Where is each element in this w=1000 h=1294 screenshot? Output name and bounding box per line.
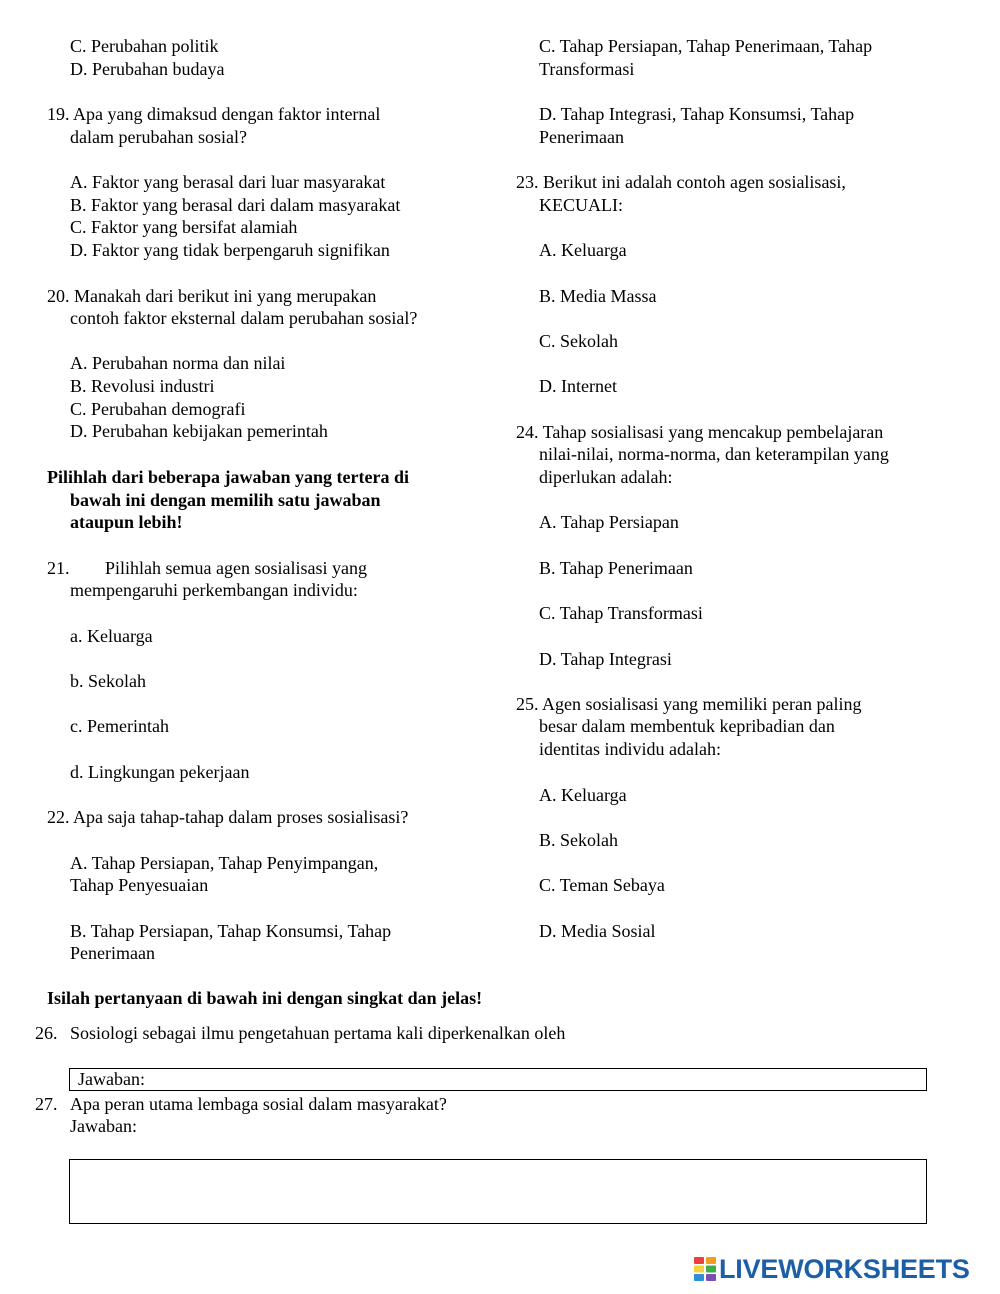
q19-option-b: B. Faktor yang berasal dari dalam masyarakat (70, 195, 401, 215)
q26-question: Sosiologi sebagai ilmu pengetahuan pertama kali diperkenalkan oleh (70, 1023, 566, 1043)
q22-option-c-cont[interactable]: Transformasi (539, 59, 635, 79)
q27-answer-input[interactable] (76, 1164, 922, 1222)
q20-question-cont: contoh faktor eksternal dalam perubahan sosial? (70, 308, 418, 328)
q24-option-b: B. Tahap Penerimaan (539, 558, 693, 578)
q19-option-c: C. Faktor yang bersifat alamiah (70, 217, 298, 237)
q18-option-d: D. Perubahan budaya (70, 59, 225, 79)
q24-option-a: A. Tahap Persiapan (539, 512, 679, 532)
q23-option-c: C. Sekolah (539, 331, 618, 351)
q22-option-b[interactable]: B. Tahap Persiapan, Tahap Konsumsi, Tahap (70, 921, 392, 941)
section-essay-heading: Isilah pertanyaan di bawah ini dengan singkat dan jelas! (47, 988, 483, 1008)
q26-answer-input[interactable] (160, 1069, 924, 1091)
q22-question: 22. Apa saja tahap-tahap dalam proses sosialisasi? (47, 807, 409, 827)
q21-option-a[interactable]: a. Keluarga (70, 626, 153, 646)
q20-option-d: D. Perubahan kebijakan pemerintah (70, 421, 328, 441)
q23-option-d: D. Internet (539, 376, 617, 396)
q22-option-d[interactable]: D. Tahap Integrasi, Tahap Konsumsi, Tahap (539, 104, 855, 124)
section-multi-instruction-end: ataupun lebih! (70, 512, 183, 532)
q25-option-a: A. Keluarga (539, 785, 627, 805)
q24-option-d: D. Tahap Integrasi (539, 649, 672, 669)
section-multi-instruction: Pilihlah dari beberapa jawaban yang tertera di (47, 467, 410, 487)
q20-option-a: A. Perubahan norma dan nilai (70, 353, 286, 373)
q23-question-cont: KECUALI: (539, 195, 623, 215)
q27-number: 27. (35, 1094, 58, 1114)
q20-option-b: B. Revolusi industri (70, 376, 215, 396)
q22-option-d-cont[interactable]: Penerimaan (539, 127, 624, 147)
q22-option-a-cont[interactable]: Tahap Penyesuaian (70, 875, 209, 895)
q21-option-d[interactable]: d. Lingkungan pekerjaan (70, 762, 250, 782)
q24-option-c: C. Tahap Transformasi (539, 603, 703, 623)
section-multi-instruction-cont: bawah ini dengan memilih satu jawaban (70, 490, 381, 510)
q20-question: 20. Manakah dari berikut ini yang merupakan (47, 286, 377, 306)
liveworksheets-logo (694, 1254, 970, 1284)
q21-question: Pilihlah semua agen sosialisasi yang (105, 558, 367, 578)
q19-option-d: D. Faktor yang tidak berpengaruh signifikan (70, 240, 390, 260)
q27-answer-box[interactable] (69, 1159, 927, 1224)
liveworksheets-wordmark: LIVEWORKSHEETS (719, 1253, 970, 1284)
q24-question: 24. Tahap sosialisasi yang mencakup pembelajaran (516, 422, 884, 442)
q18-option-c: C. Perubahan politik (70, 36, 219, 56)
q19-option-a: A. Faktor yang berasal dari luar masyarakat (70, 172, 386, 192)
q24-question-end: diperlukan adalah: (539, 467, 673, 487)
q22-option-a[interactable]: A. Tahap Persiapan, Tahap Penyimpangan, (70, 853, 379, 873)
q23-option-b: B. Media Massa (539, 286, 657, 306)
q25-option-d: D. Media Sosial (539, 921, 656, 941)
q25-question-cont: besar dalam membentuk kepribadian dan (539, 716, 835, 736)
q19-question-cont: dalam perubahan sosial? (70, 127, 247, 147)
liveworksheets-logo-icon (694, 1257, 716, 1281)
q21-option-b[interactable]: b. Sekolah (70, 671, 146, 691)
q24-question-cont: nilai-nilai, norma-norma, dan keterampilan yang (539, 444, 889, 464)
q26-number: 26. (35, 1023, 58, 1043)
q20-option-c: C. Perubahan demografi (70, 399, 246, 419)
q27-answer-label: Jawaban: (70, 1116, 137, 1136)
q23-option-a: A. Keluarga (539, 240, 627, 260)
q25-question-end: identitas individu adalah: (539, 739, 721, 759)
q25-option-b: B. Sekolah (539, 830, 618, 850)
q23-question: 23. Berikut ini adalah contoh agen sosialisasi, (516, 172, 846, 192)
q19-question: 19. Apa yang dimaksud dengan faktor internal (47, 104, 381, 124)
q25-option-c: C. Teman Sebaya (539, 875, 665, 895)
q21-number: 21. (47, 558, 70, 578)
q22-option-c[interactable]: C. Tahap Persiapan, Tahap Penerimaan, Tahap (539, 36, 873, 56)
q21-option-c[interactable]: c. Pemerintah (70, 716, 169, 736)
q26-answer-label: Jawaban: (78, 1068, 145, 1089)
q22-option-b-cont[interactable]: Penerimaan (70, 943, 155, 963)
q25-question: 25. Agen sosialisasi yang memiliki peran paling (516, 694, 862, 714)
q21-question-cont: mempengaruhi perkembangan individu: (70, 580, 358, 600)
q26-answer-box[interactable] (69, 1068, 927, 1091)
q27-question: Apa peran utama lembaga sosial dalam masyarakat? (70, 1094, 447, 1114)
